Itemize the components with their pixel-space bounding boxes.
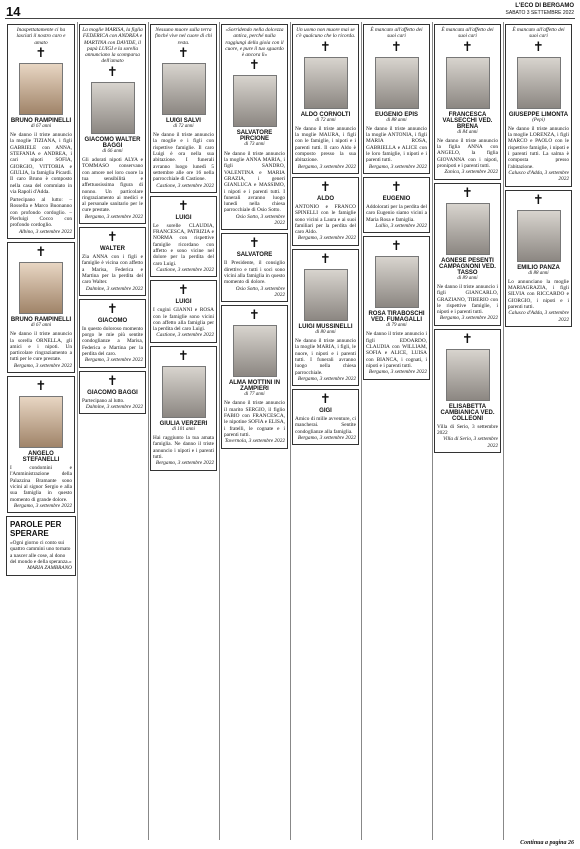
deceased-photo [19, 63, 63, 115]
cross-icon: ✝ [249, 308, 260, 324]
notice-header: È mancata all'affetto dei suoi cari [441, 27, 494, 40]
notice-place-date: Bergamo, 3 settembre 2022 [155, 460, 214, 467]
obituary-notice [292, 177, 359, 246]
notice-body: I cugini GIANNI e ROSA con le famiglie sono vicini con affetto alla famiglia per la perdita del caro Luigi. [153, 307, 214, 333]
notice-place-date: Bergamo, 3 settembre 2022 [297, 375, 356, 382]
obituary-notice [292, 249, 359, 386]
cross-icon: ✝ [320, 251, 331, 267]
notice-body: Lo annunciano la moglie MARIAGRAZIA, i figli SILVIA con RICCARDO e GIORGIO, i nipoti e i parenti tutti. [508, 278, 569, 311]
deceased-photo [517, 57, 561, 109]
notice-body: Ne danno il triste annuncio la moglie MARIA, i figli, le nuore, i nipoti e i parenti tutti. I funerali avranno luogo nella chiesa parrocchiale. [295, 338, 356, 376]
deceased-photo [375, 57, 419, 109]
masthead [506, 3, 574, 17]
obituary-notice [434, 183, 501, 326]
notice-place-date: Tavernola, 3 settembre 2022 [224, 438, 285, 445]
notice-place-date: Castione, 3 settembre 2022 [156, 332, 214, 339]
notice-condolences: Partecipano al lutto: – Rossella e Marco Buonanno con profondo cordoglio. – Pierluigi Cocco con profondo cordoglio. [10, 197, 72, 229]
pp-author: MARIA ZAMBRANO [27, 565, 72, 572]
notice-place-date: Calusco d'Adda, 3 settembre 2022 [508, 169, 569, 183]
notice-header: Nessuno muore sulla terra finché vive nel cuore di chi resta. [154, 27, 212, 46]
obituary-notice [150, 346, 217, 471]
deceased-name: BRUNO RAMPINELLI [10, 117, 72, 124]
deceased-age: di 88 anni [386, 117, 407, 123]
parole-per-sperare [6, 516, 76, 575]
cross-icon: ✝ [249, 236, 260, 252]
deceased-age: di 72 anni [315, 117, 336, 123]
obituary-column [6, 22, 76, 840]
obituary-notice [434, 24, 501, 180]
deceased-age: di 101 anni [172, 426, 195, 432]
deceased-photo [91, 82, 135, 134]
obituary-column [77, 22, 147, 840]
cross-icon: ✝ [107, 230, 118, 246]
notice-body: Villa di Serio, 3 settembre 2022 [437, 423, 498, 437]
notice-place-date: Villa di Serio, 3 settembre 2022 [443, 436, 498, 449]
notice-body: Ne danno il triste annuncio la figlia ANNA con ANGELO, la figlia GIOVANNA con i nipoti, pronipoti e i parenti tutti. [437, 137, 498, 170]
notice-body: Ne danno il triste annuncio il marito SERGIO, il figlio FABIO con FRANCESCA, le nipotine SOFIA e ELISA, i fratelli, le cognate e i parenti tutti. [224, 400, 285, 438]
obituary-notice [363, 24, 430, 174]
deceased-name: WALTER [100, 246, 125, 253]
obituary-notice [505, 190, 572, 327]
deceased-age: di 89 anni [457, 275, 478, 281]
obituary-notice [7, 376, 75, 513]
cross-icon: ✝ [462, 39, 473, 55]
notice-place-date: Dalmine, 3 settembre 2022 [85, 403, 143, 410]
deceased-name: LUIGI [175, 214, 192, 221]
notice-place-date: Bergamo, 3 settembre 2022 [13, 362, 72, 369]
cross-icon: ✝ [35, 379, 47, 395]
cross-icon: ✝ [178, 283, 189, 299]
notice-body: Ne danno il triste annuncio la moglie ANTONIA, i figli MARIA ROSA, GABRIELLA e ALICE con le loro famiglie, i nipoti e i parenti tutti. [366, 125, 427, 164]
notice-body: Ne danno il triste annuncio la moglie e i figli con rispettive famiglie. Il caro Luigi è ora nella sua abitazione. I funerali avranno luogo lunedì 5 settembre alle ore 16 nella parrocchiale di Castione. [153, 132, 214, 183]
deceased-name: GIGI [319, 408, 332, 415]
obituary-notice [150, 196, 217, 277]
obituary-notice [79, 24, 146, 224]
deceased-age: di 72 anni [173, 123, 194, 129]
obituary-notice [79, 227, 146, 296]
deceased-age: di 73 anni [244, 142, 265, 148]
notice-header: Un uomo non muore mai se c'è qualcuno che lo ricorda. [295, 27, 356, 40]
notice-body: Partecipano al lutto. [82, 397, 125, 404]
notice-body: In questo doloroso momento porgo le mie più sentite condoglianze a Marisa, Federica e Martina per la perdita del caro. [82, 325, 143, 358]
deceased-name: GIACOMO WALTER BAGGI [84, 136, 141, 149]
notice-place-date: Bergamo, 3 settembre 2022 [297, 163, 356, 170]
deceased-name: GIACOMO BAGGI [87, 389, 138, 396]
cross-icon: ✝ [391, 239, 402, 255]
cross-icon: ✝ [320, 392, 331, 408]
deceased-photo [304, 57, 348, 109]
deceased-name: ALMA MOTTINI IN ZAMPIERI [228, 380, 281, 393]
cross-icon: ✝ [320, 39, 331, 55]
notice-place-date: Castione, 3 settembre 2022 [156, 266, 214, 273]
notice-place-date: Albino, 3 settembre 2022 [18, 228, 72, 235]
deceased-name: GIULIA VERZERI [159, 420, 208, 427]
deceased-name: ELISABETTA CAMBIANICA VED. COLLEONI [440, 403, 495, 422]
cross-icon: ✝ [391, 179, 402, 195]
deceased-age: di 88 anni [528, 270, 549, 276]
notice-place-date: Osio Sotto, 3 settembre 2022 [235, 213, 285, 227]
deceased-name: AGNESE PESENTI CAMPAGNONI VED. TASSO [439, 257, 496, 276]
obituary-notice [505, 24, 572, 187]
obituary-notice [7, 24, 75, 239]
obituary-column [290, 22, 360, 840]
header-rule [5, 18, 575, 19]
deceased-photo [162, 366, 206, 418]
notice-body: Ne danno il triste annuncio la sorella ORNELLA, gli amici e i nipoti. Un particolare ringraziamento a tutti per le cure prestate. [10, 331, 72, 363]
deceased-age: di 79 anni [386, 323, 407, 329]
notice-body: Zia ANNA con i figli e famiglie è vicina con affetto a Marisa, Federica e Martina per la perdita del caro Walter. [82, 254, 143, 286]
deceased-age: di 66 anni [102, 148, 123, 154]
notice-body: I condomini e l'Amministrazione della Palazzina Bramante sono vicini al signor Sergio e alla sua famiglia in questo momento di grande dolore. [10, 465, 72, 503]
notice-body: Il Presidente, il consiglio direttivo e tutti i soci sono vicini alla famiglia in questo momento di dolore. [224, 260, 285, 286]
notice-place-date: Lallio, 3 settembre 2022 [375, 222, 427, 229]
obituary-notice [434, 329, 501, 453]
deceased-photo [446, 203, 490, 255]
deceased-name: ALDO CORNOLTI [300, 111, 351, 118]
notice-place-date: Zanica, 3 settembre 2022 [444, 169, 498, 176]
obituary-notice [79, 299, 146, 368]
deceased-photo [446, 349, 490, 401]
cross-icon: ✝ [320, 179, 331, 195]
deceased-photo [233, 75, 277, 127]
cross-icon: ✝ [178, 198, 189, 214]
deceased-name: GIACOMO [97, 317, 128, 324]
notice-place-date: Calusco d'Adda, 3 settembre 2022 [508, 310, 569, 323]
obituary-notice [7, 242, 75, 373]
notice-place-date: Castione, 3 settembre 2022 [156, 182, 214, 189]
cross-icon: ✝ [107, 301, 118, 317]
notice-body: Hai raggiunto la tua amata famiglia. Ne danno il triste annuncio i nipoti e i parenti tutti. [153, 435, 214, 460]
pp-text: «Ogni giorno ci conto sui quattro cammini uno tornato a nascer alle cose, al dono del mondo e della speranza.» [10, 540, 72, 565]
deceased-age: di 77 anni [244, 392, 265, 398]
obituary-notice [221, 305, 288, 448]
obituary-notice [292, 24, 359, 174]
deceased-name: FRANCESCA VALSECCHI VED. BRENA [442, 111, 493, 130]
deceased-name: LUIGI [175, 299, 192, 306]
deceased-photo [375, 256, 419, 308]
notice-body: Ne danno il triste annuncio la moglie TIZIANA, i figli GABRIELE con ANNA, STEFANIA e ANDREA, i cari nipoti SOFIA, GIORGIO, VITTORIA e GIULIA, la famiglia Picardi. Il caro Bruno è composto nella casa del commiato in via Rapoli d'Adda. [10, 132, 72, 195]
notice-body: Addolorati per la perdita del caro Eugenio siamo vicini a Maria Rosa e famiglia. [366, 203, 427, 223]
notice-header: Inaspettatamente ci ha lasciati il nostro caro e amato [16, 27, 66, 46]
cross-icon: ✝ [249, 58, 260, 74]
newspaper-name: L'ECO DI BERGAMO [515, 3, 574, 9]
deceased-age: di 67 anni [30, 322, 52, 328]
notice-body: Ne danno il triste annuncio la moglie LORENZA, i figli MARCO e PAOLO con le rispettive famiglie, i nipoti e i parenti tutti. La salma è composta presso l'abitazione. [508, 125, 569, 170]
obituary-notice [363, 177, 430, 233]
obituary-notice [363, 236, 430, 379]
deceased-age: (Pepi) [532, 117, 545, 123]
deceased-photo [19, 262, 63, 314]
notice-place-date: Bergamo, 3 settembre 2022 [368, 163, 427, 170]
notice-body: Gli adorati nipoti ALYA e TOMMASO conservano con amore nel loro cuore la tua sensibilità e affettuosissima figura di nonno. Un particolare ringraziamento ai medici e al personale sanitario per le cure prestate. [82, 157, 143, 214]
obituary-column [219, 22, 289, 840]
cross-icon: ✝ [107, 64, 118, 80]
cross-icon: ✝ [391, 39, 402, 55]
deceased-photo [233, 325, 277, 377]
deceased-photo [19, 396, 63, 448]
obituary-column [432, 22, 502, 840]
deceased-name: SALVATORE PIRCIONE [236, 130, 273, 143]
notice-header: «Sorridendo nella dolcezza antica, perché nulla raggiungi della gioia con il cuore, e pure il tuo sguardo è ancora lì» [225, 27, 284, 59]
deceased-name: EMILIO PANZA [517, 264, 560, 271]
notice-body: Ne danno il triste annuncio i figli EDOARDO, CLAUDIA con WILLIAM, SOFIA e ALICE, LUISA con BIANCA, i cognati, i nipoti e i parenti tutti. [366, 331, 427, 369]
deceased-photo [162, 63, 206, 115]
notice-body: Ne danno il triste annuncio la moglie ANNA MARIA, i figli SANDRO, VALENTINA e MARIA GRAZIA, i generi GIANLUCA e MASSIMO, i nipoti e i parenti tutti. I funerali avranno luogo lunedì nella chiesa parrocchiale di Osio Sotto. [224, 150, 285, 214]
deceased-name: EUGENIO EPIS [374, 111, 418, 118]
obituary-notice [79, 371, 146, 415]
deceased-age: di 84 anni [457, 129, 478, 135]
notice-place-date: Bergamo, 3 settembre 2022 [297, 235, 356, 242]
notice-body: Le sorelle CLAUDIA, FRANCESCA, PATRIZIA e NORMA con rispettive famiglie ricordano con affetto e sono vicine nel dolore per la perdita del caro Luigi. [153, 222, 214, 267]
cross-icon: ✝ [462, 185, 473, 201]
notice-place-date: Bergamo, 3 settembre 2022 [13, 502, 72, 509]
deceased-name: ALDO [317, 195, 334, 202]
cross-icon: ✝ [533, 192, 544, 208]
notice-place-date: Bergamo, 3 settembre 2022 [439, 315, 498, 322]
obituary-notice [292, 389, 359, 445]
cross-icon: ✝ [178, 348, 189, 364]
notice-header: È mancato all'affetto dei suoi cari [512, 27, 565, 40]
cross-icon: ✝ [462, 331, 473, 347]
cross-icon: ✝ [35, 244, 47, 260]
obituary-notice [150, 24, 217, 193]
notice-header: La moglie MARISA, la figlia FEDERICA con ANDREA e MARTINA con DAVIDE, il papà LUIGI e la sorella annunciano la scomparsa dell'amato [82, 27, 143, 65]
deceased-name: ANGELO STEFANELLI [22, 451, 60, 464]
notice-body: Ne danno il triste annuncio i figli GIANCARLO, GRAZIANO, TIBERIO con le rispettive famiglie, i nipoti e i parenti tutti. [437, 283, 498, 316]
deceased-name: EUGENIO [382, 195, 411, 202]
deceased-age: di 80 anni [315, 329, 336, 335]
cross-icon: ✝ [178, 45, 189, 61]
obituary-column [148, 22, 218, 840]
notice-place-date: Bergamo, 3 settembre 2022 [297, 435, 356, 442]
deceased-name: GIUSEPPE LIMONTA [508, 111, 569, 118]
notice-place-date: Bergamo, 3 settembre 2022 [84, 213, 143, 220]
notice-header: È mancato all'affetto dei suoi cari [370, 27, 423, 40]
obituary-notice [221, 24, 288, 230]
notice-body: ANTONIO e FRANCO SPINELLI con le famiglie sono vicini a Laura e ai suoi familiari per la perdita del caro Aldo. [295, 203, 356, 236]
notice-body: Amico di mille avventure, ci mancherai. Sentite condoglianze alla famiglia. [295, 416, 356, 435]
notice-place-date: Dalmine, 3 settembre 2022 [85, 285, 143, 292]
notice-body: Ne danno il triste annuncio la moglie MAURA, i figli con le famiglie, i nipoti e i parenti tutti. Il caro Aldo è composto presso la sua abitazione. [295, 125, 356, 164]
deceased-age: di 67 anni [30, 123, 52, 129]
notice-place-date: Osio Sotto, 3 settembre 2022 [235, 285, 285, 298]
cross-icon: ✝ [35, 45, 47, 61]
pp-title: PAROLE PER SPERARE [10, 520, 62, 539]
deceased-photo [446, 57, 490, 109]
obituary-notice [221, 233, 288, 302]
obituary-notice [150, 280, 217, 342]
deceased-photo [304, 269, 348, 321]
page-header [0, 0, 580, 20]
continued-note: Continua a pagina 26 [520, 840, 574, 846]
deceased-photo [517, 210, 561, 262]
deceased-name: LUIGI SALVI [166, 117, 201, 124]
deceased-name: LUIGI MUSSINELLI [298, 323, 353, 330]
notice-place-date: Bergamo, 3 settembre 2022 [84, 357, 143, 364]
cross-icon: ✝ [107, 373, 118, 389]
obituary-column [361, 22, 431, 840]
notice-place-date: Bergamo, 3 settembre 2022 [368, 369, 427, 376]
obituary-column [503, 22, 573, 840]
deceased-name: SALVATORE [236, 252, 273, 259]
cross-icon: ✝ [533, 39, 544, 55]
deceased-name: BRUNO RAMPINELLI [10, 316, 72, 323]
issue-date: SABATO 3 SETTEMBRE 2022 [505, 10, 574, 16]
deceased-name: ROSA TIRABOSCHI VED. FUMAGALLI [368, 311, 425, 324]
page-number: 14 [6, 4, 21, 19]
